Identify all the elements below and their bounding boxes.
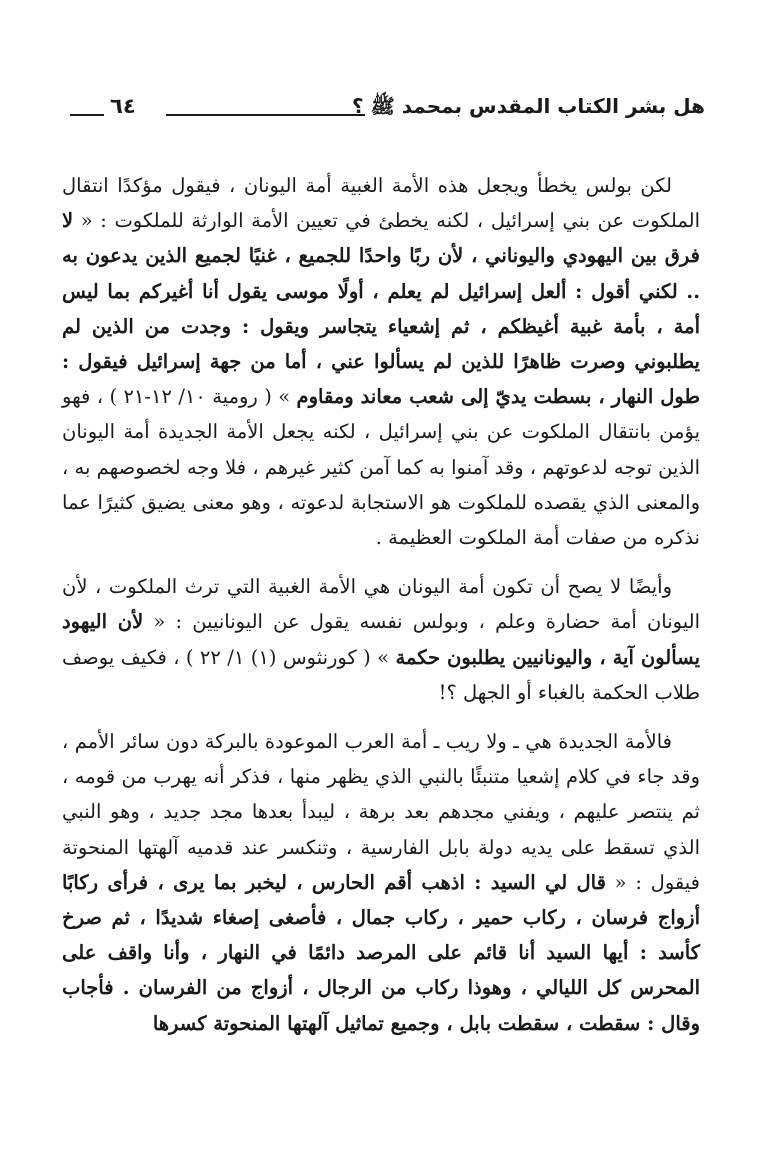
paragraph-text: » ( رومية ١٠/ ١٢-٢١ ) ، فهو يؤمن بانتقال الملكوت عن بني إسرائيل ، لكنه يجعل الأمة الجديدة أمة اليونان الذين توجه لدعوتهم ، وقد آمنوا به كما آمن كثير غيرهم ، فلا وجه لخصوصهم به ، والمعنى الذي يقصده للملكوت هو الاستجابة لدعوته ، وهو معنى يضيق كثيرًا عما نذكره من صفات أمة الملكوت العظيمة .: [62, 385, 700, 550]
quote-text: لأن اليهود يسألون آية ، واليونانيين يطلبون حكمة: [62, 610, 700, 669]
paragraph: [62, 168, 700, 555]
paragraph-text: فالأمة الجديدة هي ـ ولا ريب ـ أمة العرب الموعودة بالبركة دون سائر الأمم ، وقد جاء في كلام إشعيا متنبئًا بالنبي الذي يظهر منها ، فذكر أنه يهرب من قومه ، ثم ينتصر عليهم ، ويفني مجدهم بعد برهة ، ليبدأ بعدها مجد جديد ، وهو النبي الذي تسقط على يديه دولة بابل الفارسية ، وتنكسر عند قدميه آلهتها المنحوتة فيقول : «: [62, 730, 700, 894]
page-number: ٦٤: [110, 94, 136, 118]
running-header: [70, 92, 705, 128]
paragraph: [62, 724, 700, 1041]
paragraph-text: » ( كورنثوس (١) ١/ ٢٢ ) ، فكيف يوصف طلاب الحكمة بالغباء أو الجهل ؟!: [62, 645, 700, 704]
header-rule: [166, 114, 365, 116]
paragraph-text: لكن بولس يخطأ ويجعل هذه الأمة الغبية أمة اليونان ، فيقول مؤكدًا انتقال الملكوت عن بني إسرائيل ، لكنه يخطئ في تعيين الأمة الوارثة للملكوت : «: [62, 174, 700, 233]
quote-text: قال لي السيد : اذهب أقم الحارس ، ليخبر بما يرى ، فرأى ركابًا أزواج فرسان ، ركاب حمير ، ركاب جمال ، فأصغى إصغاء شديدًا ، ثم صرخ كأسد : أيها السيد أنا قائم على المرصد دائمًا في النهار ، وأنا واقف على المحرس كل الليالي ، وهوذا ركاب من الرجال ، أزواج من الفرسان . فأجاب وقال : سقطت ، سقطت بابل ، وجميع تماثيل آلهتها المنحوتة كسرها: [62, 870, 700, 1035]
header-title: هل بشر الكتاب المقدس بمحمد ﷺ ؟: [352, 94, 705, 118]
page-body: [62, 168, 700, 1055]
paragraph: [62, 569, 700, 710]
paragraph-text: وأيضًا لا يصح أن تكون أمة اليونان هي الأمة الغبية التي ترث الملكوت ، لأن اليونان أمة حضارة وعلم ، وبولس نفسه يقول عن اليونانيين : «: [62, 575, 700, 634]
quote-text: لا فرق بين اليهودي واليوناني ، لأن ربًا واحدًا للجميع ، غنيًا لجميع الذين يدعون به .. لكني أقول : ألعل إسرائيل لم يعلم ، أولًا موسى يقول أنا أغيركم بما ليس أمة ، بأمة غبية أغيظكم ، ثم إشعياء يتجاسر ويقول : وجدت من الذين لم يطلبوني وصرت ظاهرًا للذين لم يسألوا عني ، أما من جهة إسرائيل فيقول : طول النهار ، بسطت يديّ إلى شعب معاند ومقاوم: [62, 209, 700, 409]
header-rule-short: [70, 114, 104, 116]
